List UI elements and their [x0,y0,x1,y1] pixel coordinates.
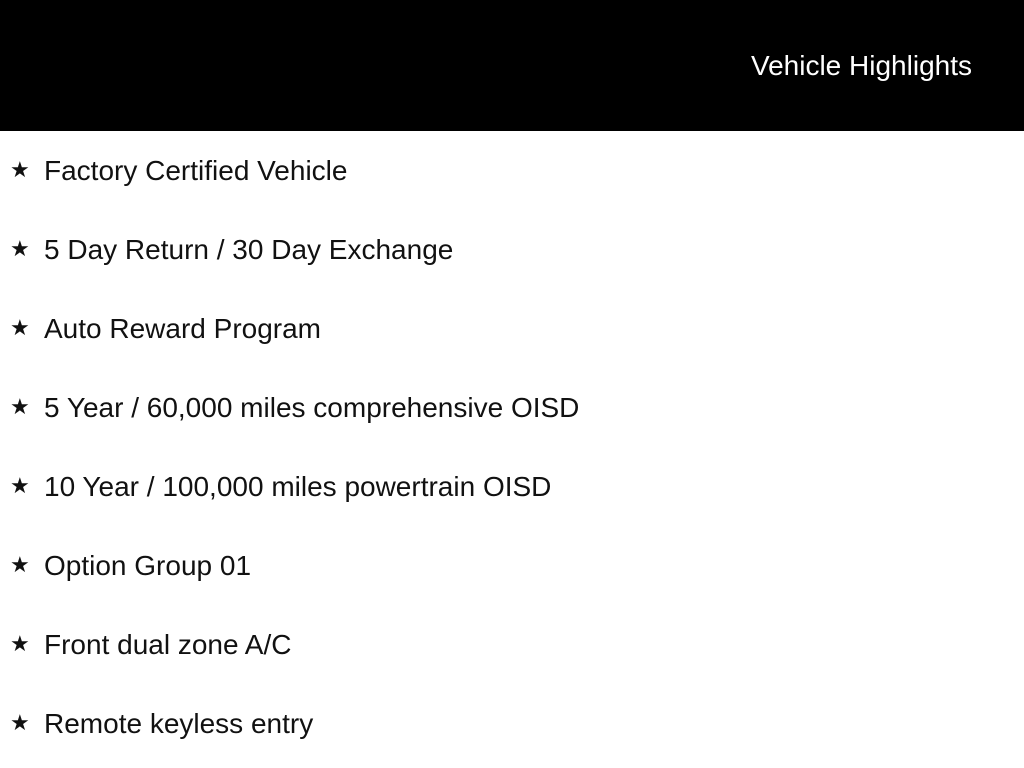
list-item [0,605,1024,684]
star-icon: ★ [10,394,30,419]
highlight-label: Front dual zone A/C [44,629,292,660]
list-item [0,526,1024,605]
star-icon: ★ [10,710,30,735]
list-item [0,131,1024,210]
page-title: Vehicle Highlights [750,50,972,81]
star-icon: ★ [10,552,30,577]
highlight-label: Option Group 01 [44,550,252,581]
list-item [0,368,1024,447]
star-icon: ★ [10,631,30,656]
highlight-label: 10 Year / 100,000 miles powertrain OISD [44,471,552,502]
star-icon: ★ [10,236,30,261]
highlight-label: 5 Year / 60,000 miles comprehensive OISD [44,392,580,423]
highlight-label: Remote keyless entry [44,708,314,739]
star-icon: ★ [10,473,30,498]
list-item [0,210,1024,289]
highlight-label: Auto Reward Program [44,313,322,344]
list-item [0,289,1024,368]
list-item [0,447,1024,526]
header-bar [0,0,1024,131]
highlight-label: 5 Day Return / 30 Day Exchange [44,234,454,265]
highlight-label: Factory Certified Vehicle [44,155,348,186]
star-icon: ★ [10,157,30,182]
list-item [0,684,1024,763]
star-icon: ★ [10,315,30,340]
